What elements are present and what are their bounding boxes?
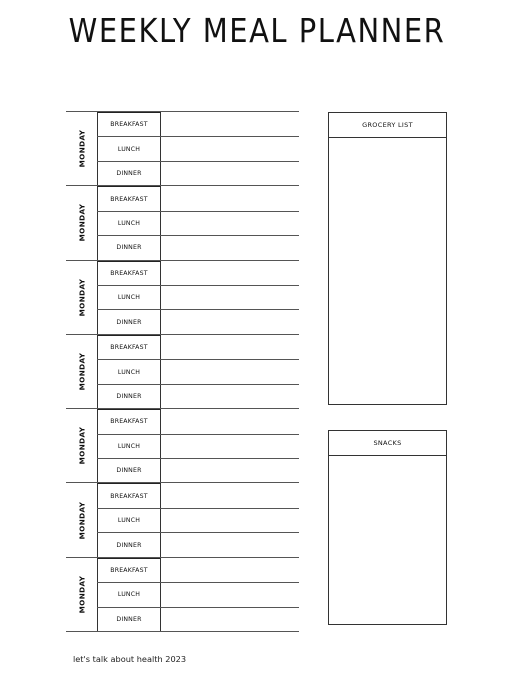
meal-label: BREAKFAST	[97, 558, 161, 582]
meals-column	[97, 186, 299, 259]
day-label-text: MONDAY	[77, 501, 87, 539]
meal-entry-field[interactable]	[161, 360, 299, 383]
snacks-title: SNACKS	[329, 431, 446, 456]
day-label	[66, 186, 97, 259]
meal-label: BREAKFAST	[97, 112, 161, 136]
meal-entry-field[interactable]	[161, 509, 299, 532]
meal-entry-field[interactable]	[161, 162, 299, 185]
meal-label: BREAKFAST	[97, 186, 161, 210]
meals-column	[97, 558, 299, 631]
grocery-list-area[interactable]	[329, 138, 446, 404]
day-label	[66, 483, 97, 556]
day-block	[66, 408, 299, 482]
meal-entry-field[interactable]	[161, 459, 299, 482]
meal-row	[97, 409, 299, 433]
meal-label: LUNCH	[97, 137, 161, 160]
meals-column	[97, 483, 299, 556]
meal-entry-field[interactable]	[161, 583, 299, 606]
meal-row	[97, 558, 299, 582]
meal-row	[97, 508, 299, 532]
day-label-text: MONDAY	[77, 352, 87, 391]
day-label	[66, 335, 97, 408]
meal-entry-field[interactable]	[161, 335, 299, 359]
meal-row	[97, 582, 299, 606]
meal-label: BREAKFAST	[97, 261, 161, 285]
day-label	[66, 558, 97, 631]
meal-row	[97, 434, 299, 458]
meal-label: BREAKFAST	[97, 483, 161, 507]
meal-entry-field[interactable]	[161, 212, 299, 235]
meal-row	[97, 235, 299, 259]
meal-label: DINNER	[97, 533, 161, 556]
meal-row	[97, 112, 299, 136]
meal-row	[97, 384, 299, 408]
grocery-list-title: GROCERY LIST	[329, 113, 446, 138]
meal-entry-field[interactable]	[161, 112, 299, 136]
grocery-list-box	[328, 112, 447, 405]
meals-column	[97, 409, 299, 482]
day-label-text: MONDAY	[77, 129, 87, 168]
meal-label: DINNER	[97, 459, 161, 482]
meal-entry-field[interactable]	[161, 385, 299, 408]
meal-label: BREAKFAST	[97, 409, 161, 433]
meal-entry-field[interactable]	[161, 236, 299, 259]
meal-row	[97, 458, 299, 482]
meal-entry-field[interactable]	[161, 483, 299, 507]
page-title: WEEKLY MEAL PLANNER	[68, 11, 446, 51]
footer-text: let's talk about health 2023	[73, 654, 187, 664]
meal-label: LUNCH	[97, 286, 161, 309]
day-label-text: MONDAY	[77, 426, 87, 465]
meal-row	[97, 161, 299, 185]
meal-entry-field[interactable]	[161, 533, 299, 556]
meal-planner-grid	[66, 111, 299, 632]
meals-column	[97, 261, 299, 334]
meal-row	[97, 136, 299, 160]
day-label-text: MONDAY	[77, 204, 87, 242]
meal-row	[97, 335, 299, 359]
meal-entry-field[interactable]	[161, 409, 299, 433]
meal-label: DINNER	[97, 385, 161, 408]
day-label-text: MONDAY	[77, 278, 87, 317]
meal-label: DINNER	[97, 310, 161, 333]
day-block	[66, 260, 299, 334]
meal-label: LUNCH	[97, 435, 161, 458]
meal-row	[97, 359, 299, 383]
meal-entry-field[interactable]	[161, 558, 299, 582]
meal-row	[97, 285, 299, 309]
meal-label: LUNCH	[97, 583, 161, 606]
day-label-text: MONDAY	[77, 575, 87, 614]
day-label	[66, 409, 97, 482]
snacks-box	[328, 430, 447, 625]
meal-row	[97, 532, 299, 556]
meal-row	[97, 607, 299, 631]
meal-label: DINNER	[97, 236, 161, 259]
meal-entry-field[interactable]	[161, 608, 299, 631]
day-block	[66, 111, 299, 185]
meal-row	[97, 211, 299, 235]
day-block	[66, 557, 299, 632]
meal-row	[97, 309, 299, 333]
day-label	[66, 112, 97, 185]
meal-row	[97, 186, 299, 210]
meal-entry-field[interactable]	[161, 435, 299, 458]
day-block	[66, 482, 299, 556]
meal-entry-field[interactable]	[161, 137, 299, 160]
meals-column	[97, 335, 299, 408]
meal-label: DINNER	[97, 608, 161, 631]
snacks-area[interactable]	[329, 456, 446, 624]
meal-entry-field[interactable]	[161, 261, 299, 285]
meal-row	[97, 483, 299, 507]
meal-label: BREAKFAST	[97, 335, 161, 359]
meal-label: LUNCH	[97, 212, 161, 235]
meal-label: LUNCH	[97, 509, 161, 532]
meal-row	[97, 261, 299, 285]
day-block	[66, 185, 299, 259]
day-label	[66, 261, 97, 334]
meals-column	[97, 112, 299, 185]
meal-label: LUNCH	[97, 360, 161, 383]
meal-entry-field[interactable]	[161, 286, 299, 309]
meal-label: DINNER	[97, 162, 161, 185]
meal-entry-field[interactable]	[161, 186, 299, 210]
day-block	[66, 334, 299, 408]
meal-entry-field[interactable]	[161, 310, 299, 333]
